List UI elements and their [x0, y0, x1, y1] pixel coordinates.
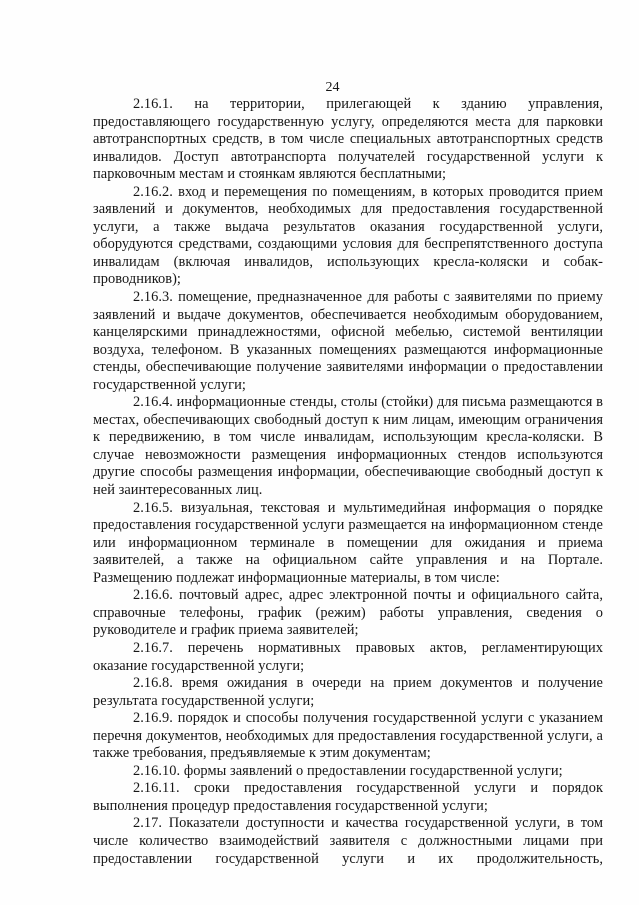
paragraph-2-16-11: 2.16.11. сроки предоставления государственной услуги и порядок выполнения процедур предоставления государственной услуги; [93, 780, 603, 814]
paragraph-2-16-6: 2.16.6. почтовый адрес, адрес электронной почты и официального сайта, справочные телефоны, график (режим) работы управления, сведения о руководителе и график приема заявителей; [93, 587, 603, 639]
paragraph-2-16-10: 2.16.10. формы заявлений о предоставлении государственной услуги; [133, 762, 563, 779]
paragraph-2-16-2: 2.16.2. вход и перемещения по помещениям, в которых проводится прием заявлений и документов, необходимых для предоставления государственной услуги, а также выдача результатов оказания государственной услуги, оборудуются средствами, создающими условия для беспрепятственного доступа инвалидам (включая инвалидов, использующих кресла-коляски и собак-проводников); [93, 183, 603, 288]
document-body [93, 96, 603, 868]
paragraph-2-16-1: 2.16.1. на территории, прилегающей к зданию управления, предоставляющего государственную услугу, определяются места для парковки автотранспортных средств, в том числе специальных автотранспортных средств инвалидов. Доступ автотранспорта получателей государственной услуги к парковочным местам и стоянкам являются бесплатными; [93, 96, 603, 183]
paragraph-2-16-4: 2.16.4. информационные стенды, столы (стойки) для письма размещаются в местах, обеспечивающих свободный доступ к ним лицам, имеющим ограничения к передвижению, в том числе инвалидам, использующим кресла-коляски. В случае невозможности размещения информационных стендов используются другие способы размещения информации, обеспечивающие свободный доступ к ней заинтересованных лиц. [93, 394, 603, 499]
paragraph-2-16-8: 2.16.8. время ожидания в очереди на прием документов и получение результата государственной услуги; [93, 675, 603, 709]
paragraph-2-17: 2.17. Показатели доступности и качества государственной услуги, в том числе количество взаимодействий заявителя с должностными лицами при предоставлении государственной услуги и их продолжительность, [93, 815, 603, 867]
paragraph-2-16-3: 2.16.3. помещение, предназначенное для работы с заявителями по приему заявлений и выдаче документов, обеспечивается необходимым оборудованием, канцелярскими принадлежностями, офисной мебелью, системой вентиляции воздуха, телефоном. В указанных помещениях размещаются информационные стенды, обеспечивающие получение заявителями информации о предоставлении государственной услуги; [93, 289, 603, 393]
page-number: 24 [325, 80, 340, 95]
paragraph-2-16-5: 2.16.5. визуальная, текстовая и мультимедийная информация о порядке предоставления государственной услуги размещается на информационном стенде или информационном терминале в помещении для ожидания и приема заявителей, а также на официальном сайте управления и на Портале. Размещению подлежат информационные материалы, в том числе: [93, 499, 603, 586]
paragraph-2-16-9: 2.16.9. порядок и способы получения государственной услуги с указанием перечня документов, необходимых для предоставления государственной услуги, а также требования, предъявляемые к этим документам; [93, 710, 603, 762]
paragraph-2-16-7: 2.16.7. перечень нормативных правовых актов, регламентирующих оказание государственной услуги; [93, 639, 603, 674]
